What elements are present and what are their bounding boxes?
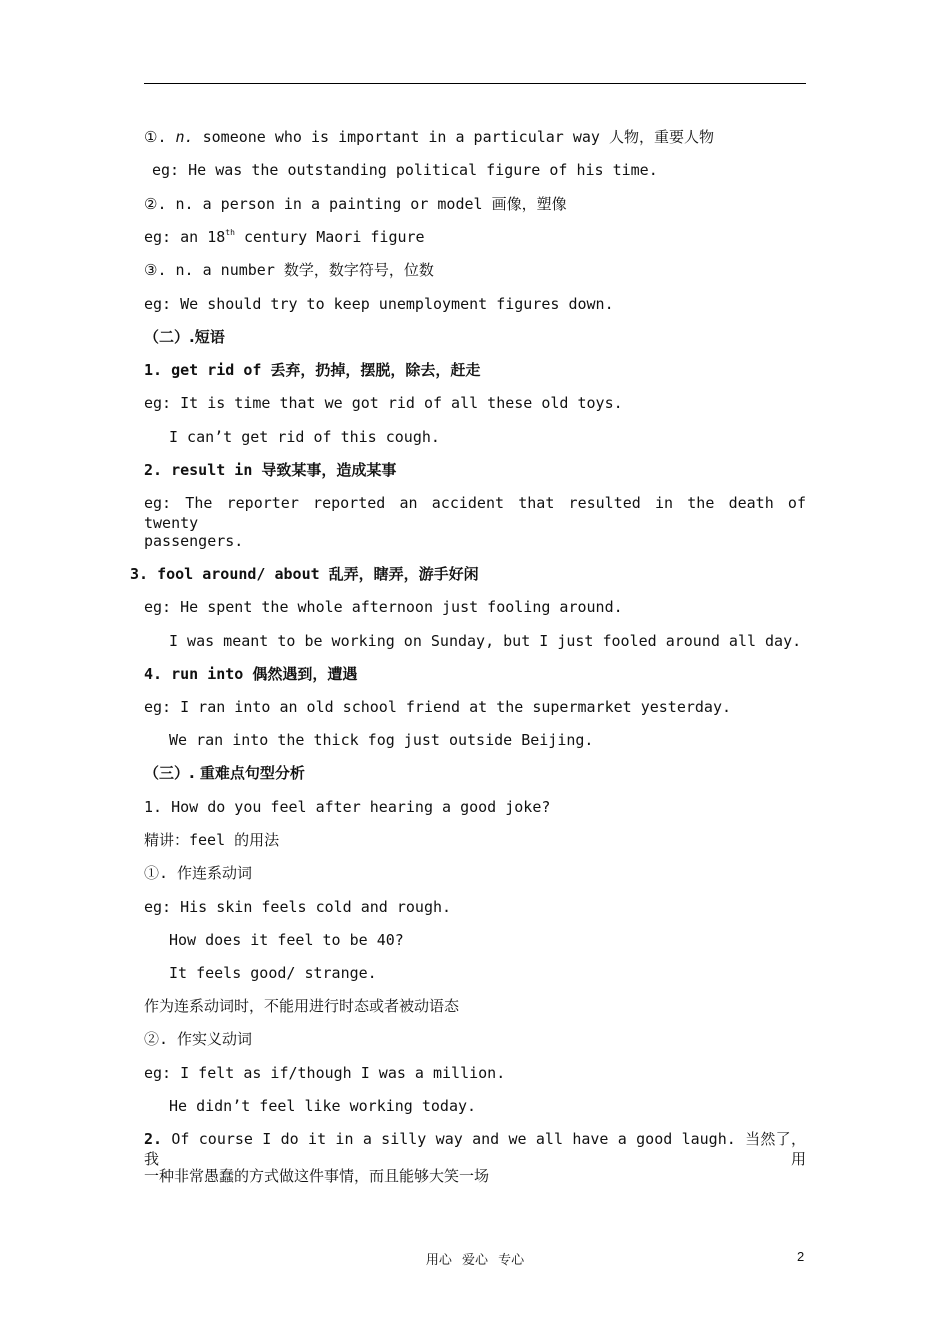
example-line: I was meant to be working on Sunday, but I just fooled around all day. <box>169 632 802 650</box>
example-line: eg: I ran into an old school friend at the supermarket yesterday. <box>144 698 731 716</box>
phrase-heading: 1. get rid of 丢弃，扔掉，摆脱，除去，赶走 <box>144 361 481 379</box>
header-rule <box>144 83 806 84</box>
example-text: eg: an 18 <box>144 228 226 246</box>
footer-motto: 用心 爱心 专心 <box>425 1253 525 1268</box>
example-text: century Maori figure <box>234 228 425 246</box>
definition-3: ③. n. a number 数学，数字符号，位数 <box>144 261 434 279</box>
example-line: It feels good/ strange. <box>169 964 377 982</box>
example-line: How does it feel to be 40? <box>169 931 404 949</box>
example-line <box>144 227 425 247</box>
example-line: passengers. <box>144 532 244 550</box>
definition-number: ①. <box>144 128 176 146</box>
sentence-heading <box>144 1129 806 1168</box>
phrase-heading: 3. fool around/ about 乱弄，瞎弄，游手好闲 <box>130 565 479 583</box>
sentence-heading: 1. How do you feel after hearing a good joke? <box>144 798 551 816</box>
definition-1 <box>144 127 714 147</box>
example-line: eg: The reporter reported an accident that resulted in the death of twenty <box>144 494 806 532</box>
definition-2: ②. n. a person in a painting or model 画像，塑像 <box>144 195 567 213</box>
example-line: I can’t get rid of this cough. <box>169 428 440 446</box>
section-heading-sentences: （三）. 重难点句型分析 <box>144 764 305 782</box>
usage-heading: ①. 作连系动词 <box>144 864 253 882</box>
note-line: 作为连系动词时，不能用进行时态或者被动语态 <box>144 997 460 1015</box>
example-line: eg: He spent the whole afternoon just fooling around. <box>144 598 623 616</box>
example-line: eg: I felt as if/though I was a million. <box>144 1064 506 1082</box>
superscript: th <box>225 228 235 237</box>
sentence-text: Of course I do it in a silly way and we all have a good laugh. 当然了，我用 <box>144 1130 806 1168</box>
example-line: eg: It is time that we got rid of all these old toys. <box>144 394 623 412</box>
sentence-number: 2. <box>144 1130 163 1148</box>
phrase-heading: 4. run into 偶然遇到，遭遇 <box>144 665 358 683</box>
part-of-speech: n. <box>175 128 194 146</box>
page-number: 2 <box>797 1249 805 1264</box>
phrase-heading: 2. result in 导致某事，造成某事 <box>144 461 397 479</box>
example-line: We ran into the thick fog just outside Beijing. <box>169 731 594 749</box>
example-line: eg: We should try to keep unemployment figures down. <box>144 295 614 313</box>
section-heading-phrases: （二）.短语 <box>144 328 225 346</box>
translation-line: 一种非常愚蠢的方式做这件事情，而且能够大笑一场 <box>144 1167 490 1185</box>
example-line: He didn’t feel like working today. <box>169 1097 477 1115</box>
explanation-line: 精讲：feel 的用法 <box>144 831 280 849</box>
definition-text: someone who is important in a particular way 人物，重要人物 <box>193 128 714 146</box>
example-line: eg: He was the outstanding political figure of his time. <box>152 161 658 179</box>
usage-heading: ②. 作实义动词 <box>144 1030 253 1048</box>
example-line: eg: His skin feels cold and rough. <box>144 898 452 916</box>
